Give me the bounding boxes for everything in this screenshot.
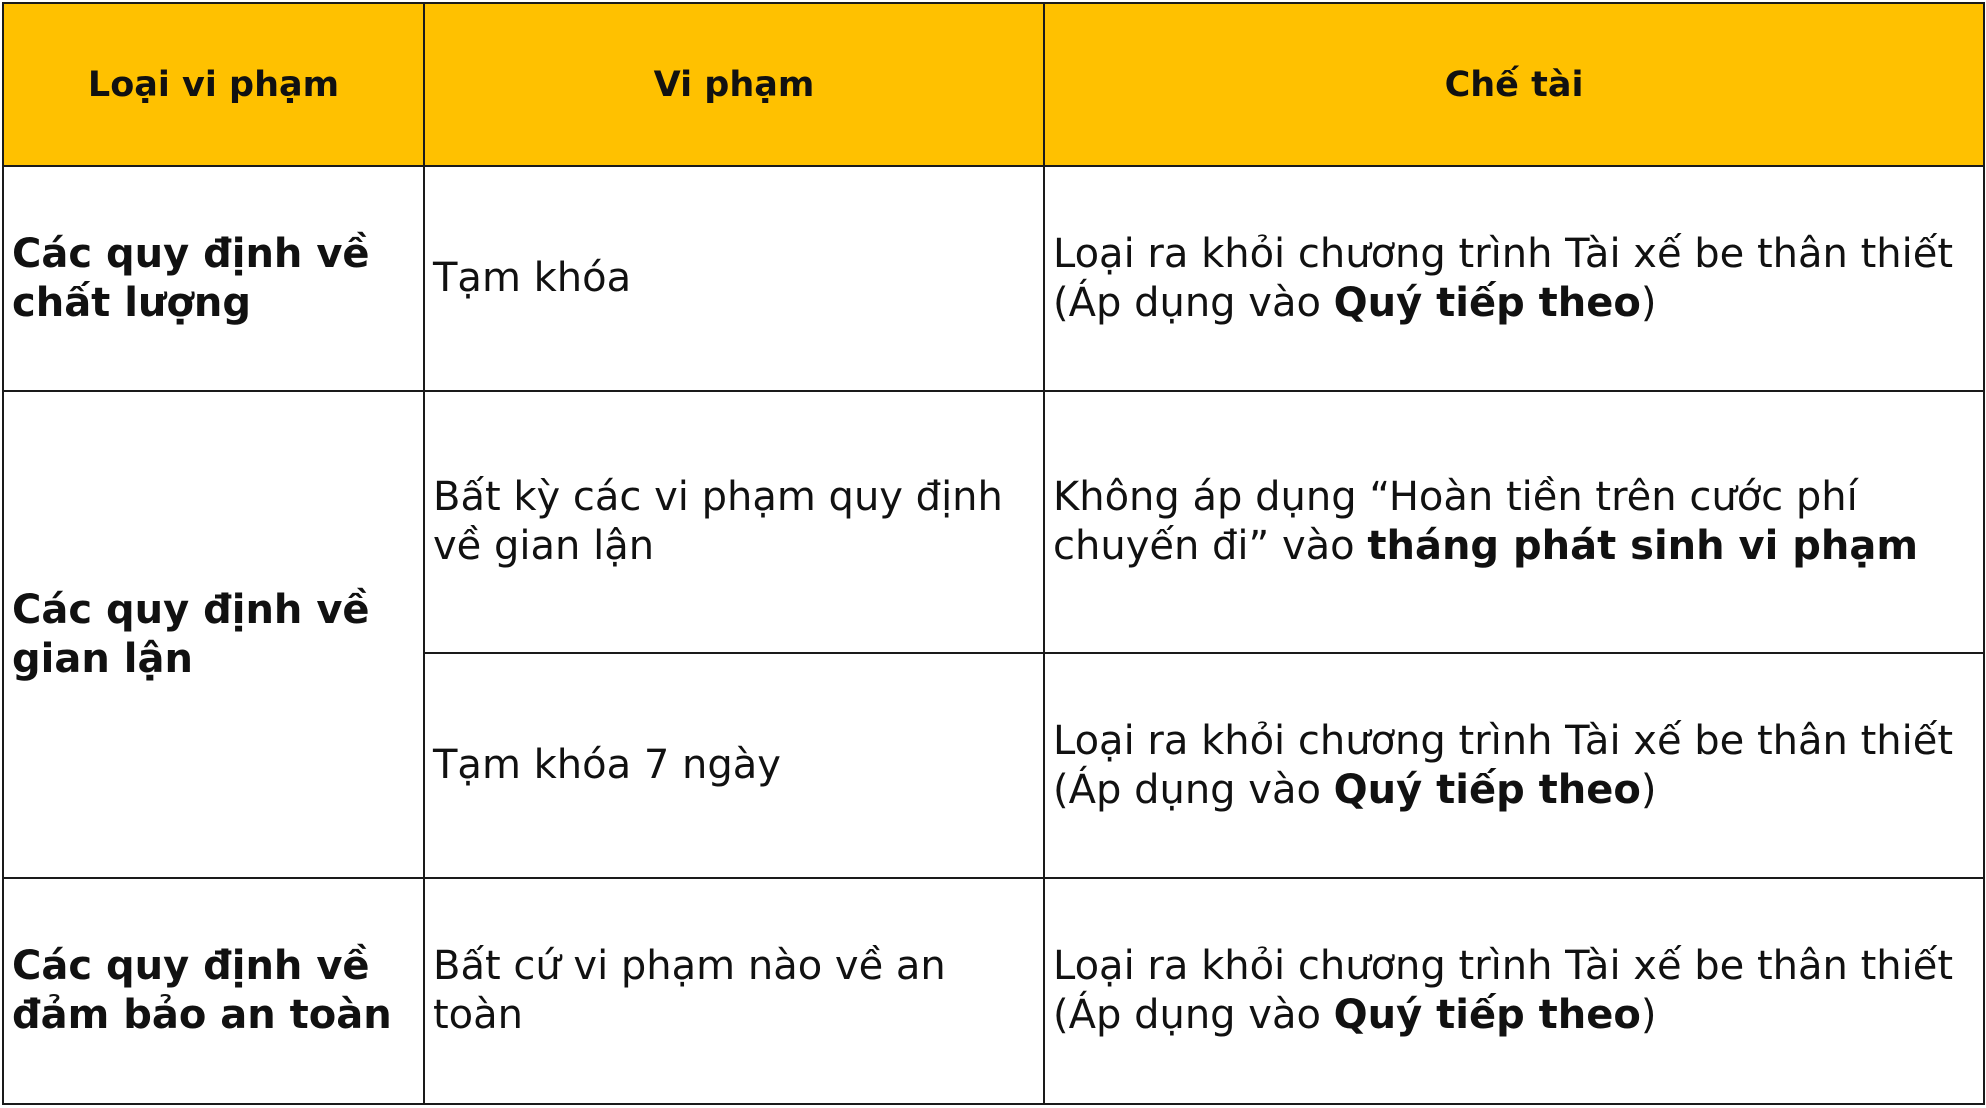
violation-type-cell: Các quy định về đảm bảo an toàn [3,878,424,1104]
sanction-emphasis: tháng phát sinh vi phạm [1367,523,1919,569]
sanction-cell [1044,391,1984,653]
sanction-text: Loại ra khỏi chương trình Tài xế be thân thiết (Áp dụng vào [1053,230,1954,326]
sanction-text: Loại ra khỏi chương trình Tài xế be thân thiết (Áp dụng vào [1053,943,1954,1038]
header-violation: Vi phạm [424,3,1044,166]
sanction-tail: ) [1640,766,1657,813]
table-row [3,878,1984,1104]
violation-cell: Bất kỳ các vi phạm quy định về gian lận [424,391,1044,653]
sanction-text: Không áp dụng “Hoàn tiền trên cước phí chuyến đi” vào [1053,474,1858,569]
sanction-tail: ) [1640,992,1657,1038]
header-violation-type: Loại vi phạm [3,3,424,166]
header-sanction: Chế tài [1044,3,1984,166]
violation-type-cell: Các quy định về chất lượng [3,166,424,391]
sanction-cell [1044,878,1984,1104]
table-header [3,3,1984,166]
sanction-emphasis: Quý tiếp theo [1333,992,1641,1038]
violation-policy-table [2,2,1985,1105]
violation-cell: Tạm khóa [424,166,1044,391]
violation-cell: Bất cứ vi phạm nào về an toàn [424,878,1044,1104]
table-row [3,166,1984,391]
sanction-tail: ) [1640,279,1657,326]
table-row [3,391,1984,653]
violation-cell: Tạm khóa 7 ngày [424,653,1044,878]
sanction-text: Loại ra khỏi chương trình Tài xế be thân thiết (Áp dụng vào [1053,717,1954,813]
sanction-cell [1044,653,1984,878]
sanction-emphasis: Quý tiếp theo [1333,279,1641,326]
sanction-cell [1044,166,1984,391]
violation-type-cell: Các quy định về gian lận [3,391,424,878]
sanction-emphasis: Quý tiếp theo [1333,766,1641,813]
